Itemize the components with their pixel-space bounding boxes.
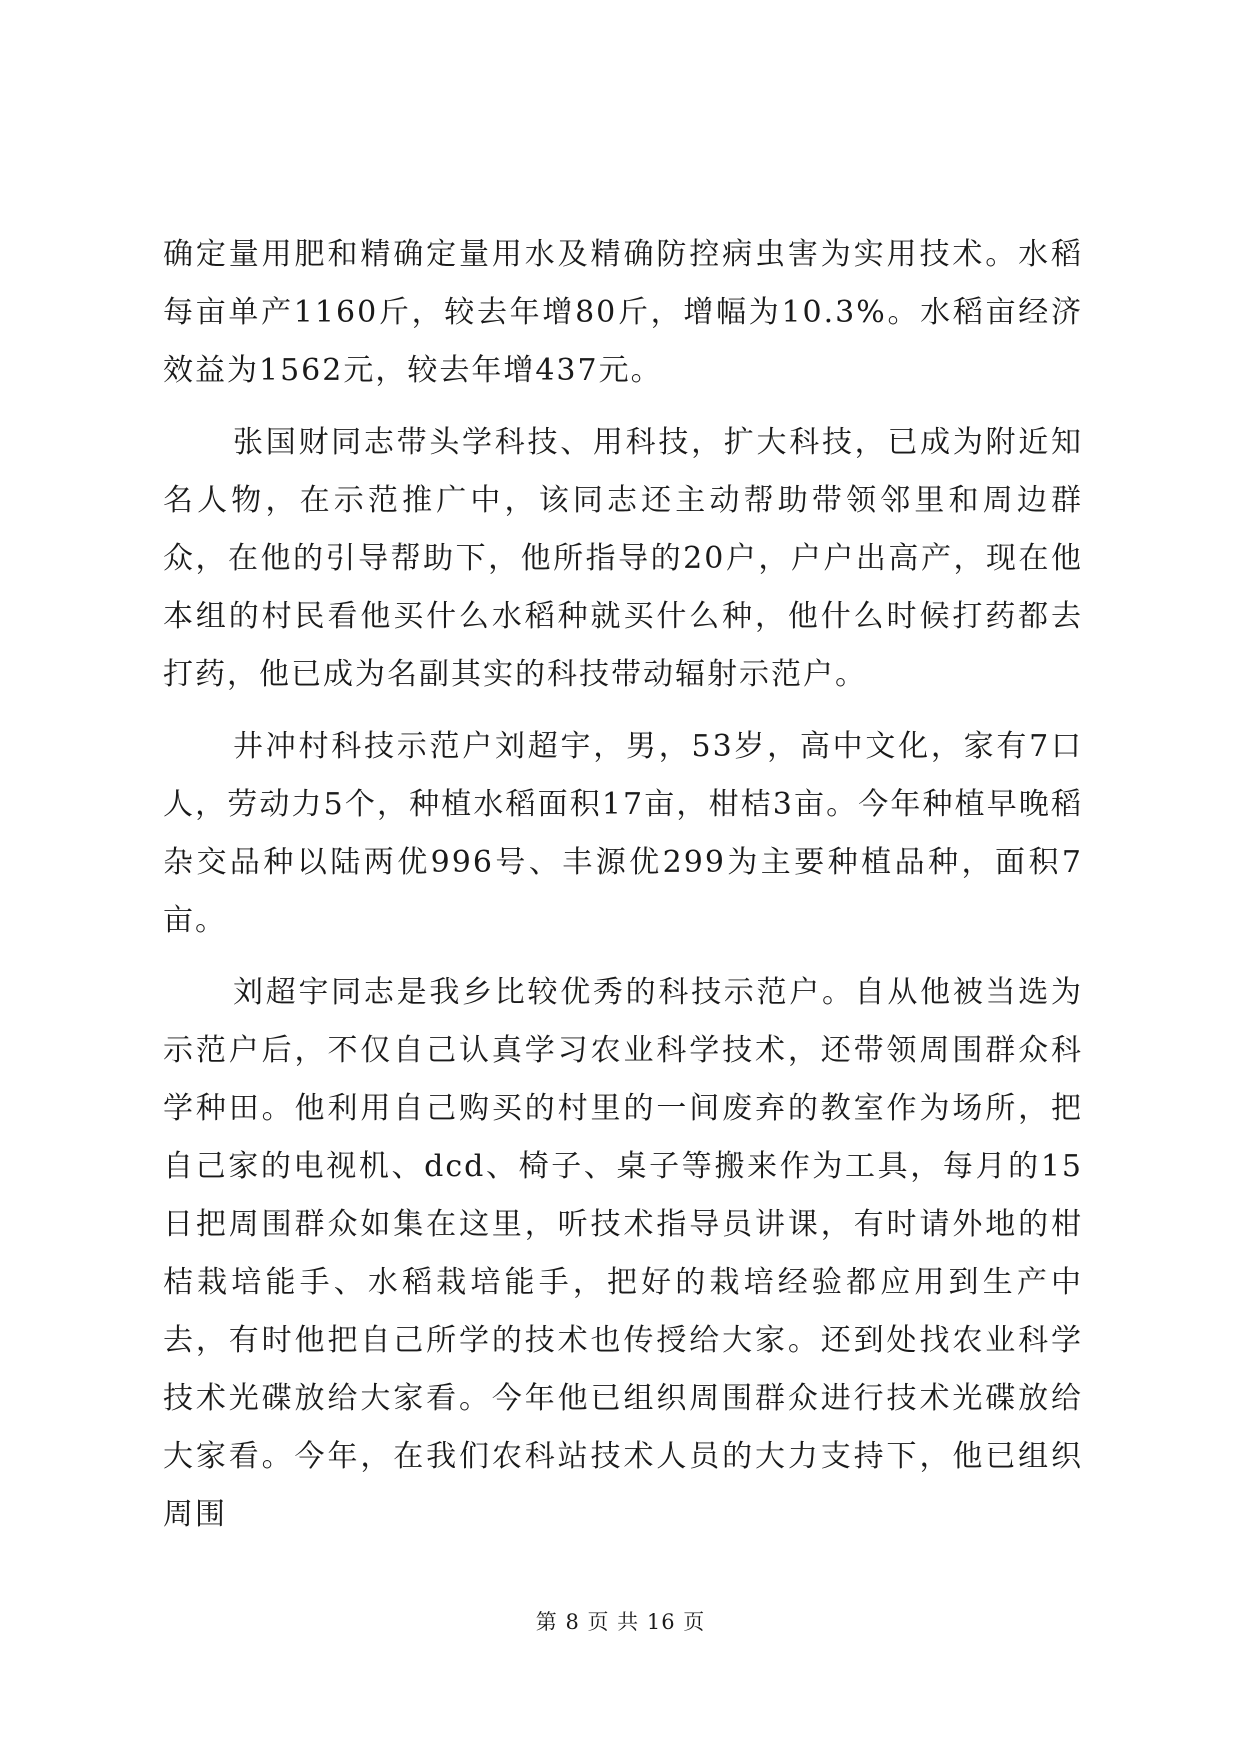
paragraph-continuation: 确定量用肥和精确定量用水及精确防控病虫害为实用技术。水稻每亩单产1160斤，较去年增80斤，增幅为10.3%。水稻亩经济效益为1562元，较去年增437元。	[163, 237, 1083, 388]
paragraph-zhang-guocai: 张国财同志带头学科技、用科技，扩大科技，已成为附近知名人物，在示范推广中，该同志还主动帮助带领邻里和周边群众，在他的引导帮助下，他所指导的20户，户户出高产，现在他本组的村民看他买什么水稻种就买什么种，他什么时候打药都去打药，他已成为名副其实的科技带动辐射示范户。	[163, 425, 1083, 692]
document-body	[163, 226, 1083, 1544]
page-number-footer: 第 8 页 共 16 页	[535, 1610, 706, 1634]
paragraph-liu-chaoyu-activities: 刘超宇同志是我乡比较优秀的科技示范户。自从他被当选为示范户后，不仅自己认真学习农业科学技术，还带领周围群众科学种田。他利用自己购买的村里的一间废弃的教室作为场所，把自己家的电视机、dcd、椅子、桌子等搬来作为工具，每月的15日把周围群众如集在这里，听技术指导员讲课，有时请外地的柑桔栽培能手、水稻栽培能手，把好的栽培经验都应用到生产中去，有时他把自己所学的技术也传授给大家。还到处找农业科学技术光碟放给大家看。今年他已组织周围群众进行技术光碟放给大家看。今年，在我们农科站技术人员的大力支持下，他已组织周围	[163, 975, 1083, 1532]
paragraph-liu-chaoyu-profile: 井冲村科技示范户刘超宇，男，53岁，高中文化，家有7口人，劳动力5个，种植水稻面积17亩，柑桔3亩。今年种植早晚稻杂交品种以陆两优996号、丰源优299为主要种植品种，面积7亩。	[163, 729, 1083, 938]
